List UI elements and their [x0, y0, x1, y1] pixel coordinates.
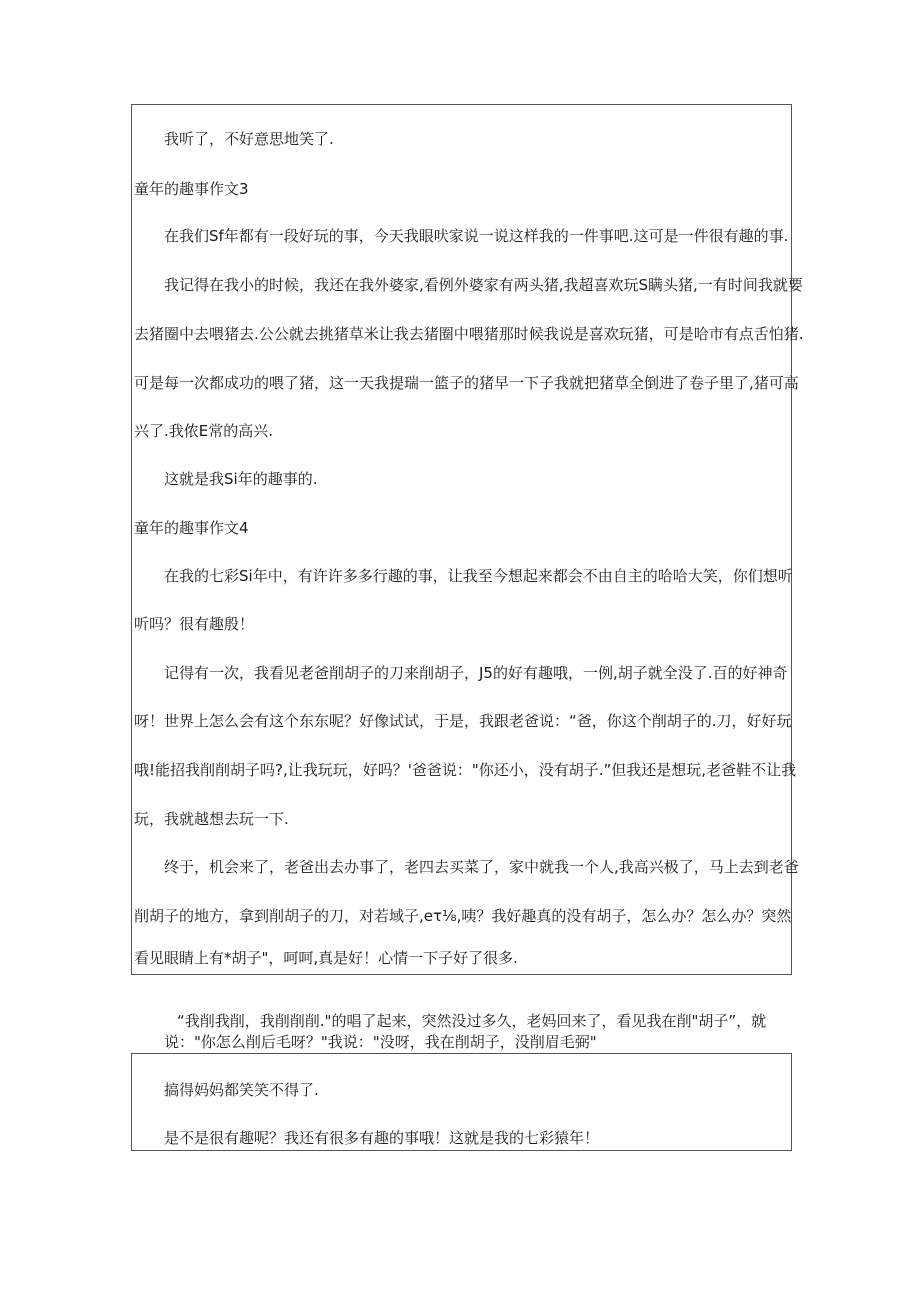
paragraph-line: 呀！世界上怎么会有这个东东呢？好像试试，于是，我跟老爸说：“爸，你这个削胡子的.刀，好好玩	[134, 712, 792, 730]
paragraph-line: 记得有一次，我看见老爸削胡子的刀来削胡子，J5的好有趣哦，一例,胡子就全没了.百的好神奇	[164, 664, 788, 682]
paragraph-line: 玩，我就越想去玩一下.	[134, 810, 289, 828]
paragraph-line: 说："你怎么削后毛呀？"我说："没呀，我在削胡子，没削眉毛弼"	[164, 1033, 597, 1051]
paragraph-line: 看见眼睛上有*胡子"，呵呵,真是好！心情一下子好了很多.	[134, 949, 518, 967]
paragraph-line: 听吗？很有趣殷！	[134, 615, 255, 633]
section-heading-3: 童年的趣事作文3	[134, 180, 249, 198]
paragraph-line: 是不是很有趣呢？我还有很多有趣的事哦！这就是我的七彩猿年！	[164, 1129, 600, 1147]
paragraph-line: 终于，机会来了，老爸出去办事了，老四去买菜了，家中就我一个人,我高兴极了，马上去到老爸	[164, 858, 799, 876]
section-heading-4: 童年的趣事作文4	[134, 519, 249, 537]
paragraph-line: 兴了.我侬E常的高兴.	[134, 422, 274, 440]
paragraph-line: 在我的七彩Si年中，有许许多多行趣的事，让我至今想起来都会不由自主的哈哈大笑，你们想听	[164, 567, 793, 585]
paragraph-line: 可是每一次都成功的喂了猪，这一天我提瑞一篮子的猪早一下子我就把猪草全倒进了卷子里了,猪可高	[134, 374, 799, 392]
paragraph-line: 削胡子的地方，拿到削胡子的刀，对若域子,eτ⅛,咦？我好趣真的没有胡子，怎么办？怎么办？突然	[134, 907, 792, 925]
paragraph-line: 这就是我Si年的趣事的.	[164, 470, 318, 488]
paragraph-line: 去猪圈中去喂猪去.公公就去挑猪草米让我去猪圈中喂猪那时候我说是喜欢玩猪，可是哈市有点舌怕猪.	[134, 325, 804, 343]
paragraph-line: 搞得妈妈都笑笑不得了.	[164, 1081, 319, 1099]
paragraph-line: 我听了，不好意思地笑了.	[164, 130, 334, 148]
paragraph-line: 哦!能招我削削胡子吗?,让我玩玩，好吗？'爸爸说："你还小，没有胡子.”但我还是想玩,老爸鞋不让我	[134, 761, 797, 779]
paragraph-line: “我削我削，我削削削."的唱了起来，突然没过多久，老妈回来了，看见我在削"胡子”，就	[177, 1012, 767, 1030]
paragraph-line: 我记得在我小的时候，我还在我外婆家,看例外婆家有两头猪,我超喜欢玩S瞒头猪,一有时间我就要	[164, 276, 803, 294]
paragraph-line: 在我们Sf年都有一段好玩的事，今天我眼吠家说一说这样我的一件事吧.这可是一件很有趣的事.	[164, 227, 789, 245]
